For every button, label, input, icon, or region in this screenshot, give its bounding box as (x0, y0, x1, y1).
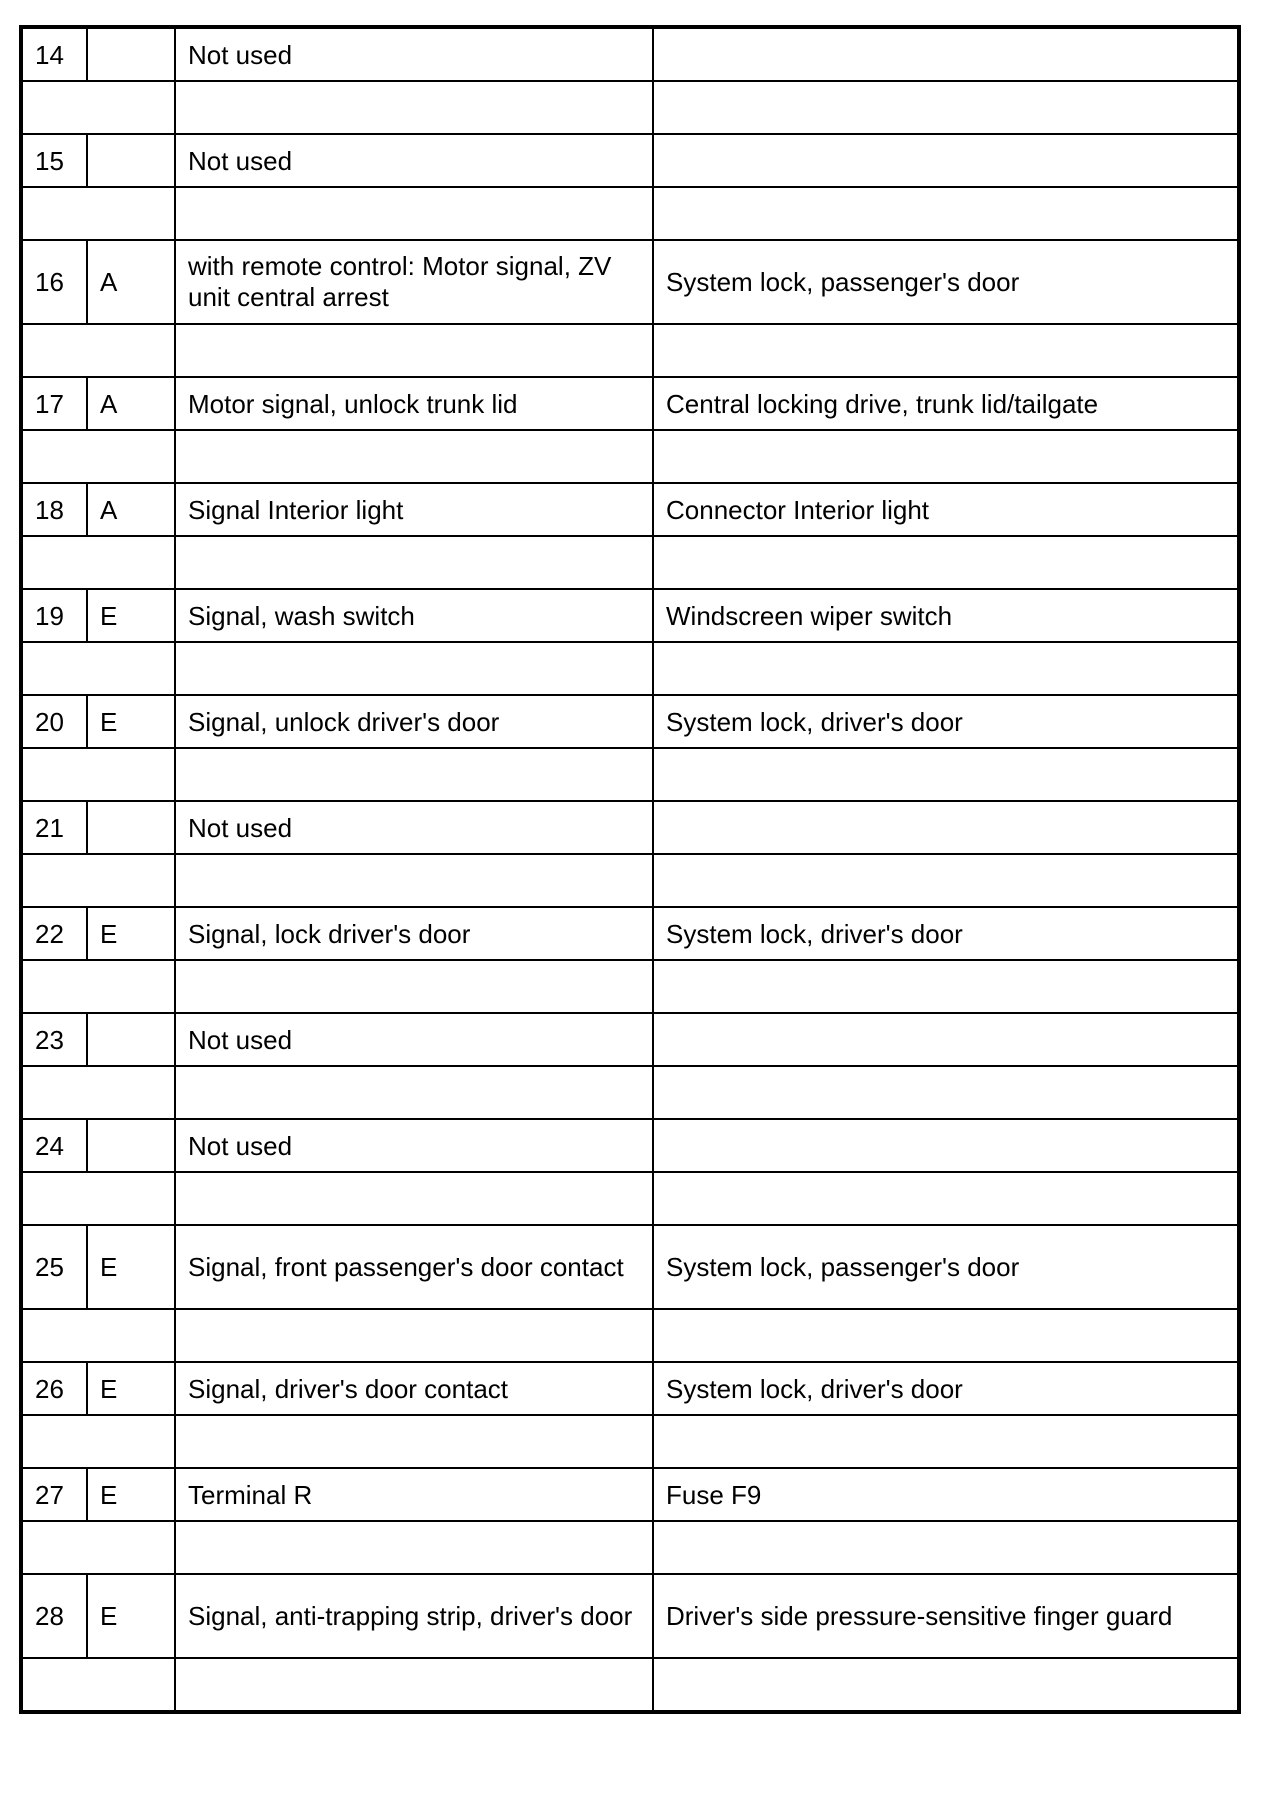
pin-cell: 14 (21, 27, 87, 81)
signal-type-cell: E (87, 1468, 175, 1521)
description-cell: Signal, lock driver's door (175, 907, 653, 960)
pin-cell: 25 (21, 1225, 87, 1309)
description-cell: Terminal R (175, 1468, 653, 1521)
component-cell (653, 801, 1239, 854)
empty-cell (653, 1172, 1239, 1225)
spacer-row (21, 536, 1239, 589)
signal-type-cell (87, 801, 175, 854)
signal-type-cell: A (87, 483, 175, 536)
empty-cell (21, 854, 175, 907)
description-cell: Motor signal, unlock trunk lid (175, 377, 653, 430)
empty-cell (653, 642, 1239, 695)
empty-cell (21, 960, 175, 1013)
pin-cell: 21 (21, 801, 87, 854)
component-cell: Driver's side pressure-sensitive finger guard (653, 1574, 1239, 1658)
spacer-row (21, 1309, 1239, 1362)
component-cell (653, 134, 1239, 187)
description-cell: Not used (175, 27, 653, 81)
empty-cell (653, 854, 1239, 907)
component-cell: Windscreen wiper switch (653, 589, 1239, 642)
empty-cell (653, 1066, 1239, 1119)
empty-cell (653, 81, 1239, 134)
signal-type-cell: E (87, 1362, 175, 1415)
component-cell: System lock, passenger's door (653, 240, 1239, 324)
signal-type-cell: A (87, 377, 175, 430)
spacer-row (21, 187, 1239, 240)
empty-cell (175, 81, 653, 134)
description-cell: Not used (175, 1013, 653, 1066)
pin-cell: 19 (21, 589, 87, 642)
empty-cell (175, 1415, 653, 1468)
description-cell: Signal, driver's door contact (175, 1362, 653, 1415)
empty-cell (653, 1309, 1239, 1362)
pin-cell: 18 (21, 483, 87, 536)
description-cell: Not used (175, 1119, 653, 1172)
empty-cell (21, 81, 175, 134)
signal-type-cell: E (87, 1574, 175, 1658)
empty-cell (653, 1658, 1239, 1712)
table-row (21, 27, 1239, 81)
empty-cell (175, 854, 653, 907)
empty-cell (21, 1521, 175, 1574)
empty-cell (653, 1521, 1239, 1574)
signal-type-cell (87, 134, 175, 187)
table-row (21, 695, 1239, 748)
table-row (21, 801, 1239, 854)
description-cell: Not used (175, 801, 653, 854)
spacer-row (21, 642, 1239, 695)
signal-type-cell (87, 1013, 175, 1066)
component-cell: Fuse F9 (653, 1468, 1239, 1521)
signal-type-cell: E (87, 695, 175, 748)
pin-cell: 16 (21, 240, 87, 324)
table-row (21, 377, 1239, 430)
component-cell: Connector Interior light (653, 483, 1239, 536)
component-cell: System lock, driver's door (653, 695, 1239, 748)
signal-type-cell: E (87, 1225, 175, 1309)
component-cell (653, 1013, 1239, 1066)
empty-cell (175, 748, 653, 801)
pin-cell: 17 (21, 377, 87, 430)
spacer-row (21, 854, 1239, 907)
empty-cell (653, 748, 1239, 801)
empty-cell (21, 642, 175, 695)
empty-cell (653, 187, 1239, 240)
signal-type-cell (87, 27, 175, 81)
table-row (21, 134, 1239, 187)
description-cell: Signal Interior light (175, 483, 653, 536)
empty-cell (21, 536, 175, 589)
description-cell: Not used (175, 134, 653, 187)
empty-cell (175, 1521, 653, 1574)
spacer-row (21, 1658, 1239, 1712)
empty-cell (175, 1658, 653, 1712)
empty-cell (21, 1172, 175, 1225)
empty-cell (653, 1415, 1239, 1468)
empty-cell (21, 430, 175, 483)
table-row (21, 907, 1239, 960)
pin-cell: 20 (21, 695, 87, 748)
table-row (21, 240, 1239, 324)
component-cell: System lock, driver's door (653, 907, 1239, 960)
spacer-row (21, 81, 1239, 134)
empty-cell (21, 187, 175, 240)
empty-cell (653, 324, 1239, 377)
empty-cell (175, 642, 653, 695)
empty-cell (175, 187, 653, 240)
pin-cell: 22 (21, 907, 87, 960)
table-row (21, 1119, 1239, 1172)
component-cell: System lock, driver's door (653, 1362, 1239, 1415)
description-cell: Signal, front passenger's door contact (175, 1225, 653, 1309)
signal-type-cell: E (87, 589, 175, 642)
description-cell: Signal, wash switch (175, 589, 653, 642)
empty-cell (21, 324, 175, 377)
component-cell (653, 27, 1239, 81)
spacer-row (21, 748, 1239, 801)
pin-cell: 23 (21, 1013, 87, 1066)
pin-cell: 15 (21, 134, 87, 187)
table-row (21, 1362, 1239, 1415)
pin-cell: 27 (21, 1468, 87, 1521)
table-row (21, 1574, 1239, 1658)
empty-cell (21, 1066, 175, 1119)
empty-cell (175, 430, 653, 483)
table-row (21, 1013, 1239, 1066)
signal-type-cell (87, 1119, 175, 1172)
empty-cell (21, 1309, 175, 1362)
empty-cell (175, 1172, 653, 1225)
empty-cell (175, 324, 653, 377)
empty-cell (653, 536, 1239, 589)
pin-assignment-table (19, 25, 1241, 1714)
empty-cell (21, 1658, 175, 1712)
pin-table-body (21, 27, 1239, 1712)
spacer-row (21, 1172, 1239, 1225)
description-cell: Signal, unlock driver's door (175, 695, 653, 748)
spacer-row (21, 1521, 1239, 1574)
spacer-row (21, 1415, 1239, 1468)
spacer-row (21, 960, 1239, 1013)
component-cell: System lock, passenger's door (653, 1225, 1239, 1309)
spacer-row (21, 324, 1239, 377)
empty-cell (21, 1415, 175, 1468)
empty-cell (653, 430, 1239, 483)
empty-cell (175, 536, 653, 589)
spacer-row (21, 1066, 1239, 1119)
component-cell: Central locking drive, trunk lid/tailgate (653, 377, 1239, 430)
empty-cell (175, 1309, 653, 1362)
signal-type-cell: A (87, 240, 175, 324)
empty-cell (175, 960, 653, 1013)
table-row (21, 483, 1239, 536)
table-row (21, 589, 1239, 642)
signal-type-cell: E (87, 907, 175, 960)
description-cell: Signal, anti-trapping strip, driver's door (175, 1574, 653, 1658)
pin-cell: 24 (21, 1119, 87, 1172)
description-cell: with remote control: Motor signal, ZV unit central arrest (175, 240, 653, 324)
empty-cell (653, 960, 1239, 1013)
empty-cell (175, 1066, 653, 1119)
table-row (21, 1468, 1239, 1521)
table-row (21, 1225, 1239, 1309)
pin-cell: 26 (21, 1362, 87, 1415)
component-cell (653, 1119, 1239, 1172)
pin-cell: 28 (21, 1574, 87, 1658)
spacer-row (21, 430, 1239, 483)
empty-cell (21, 748, 175, 801)
